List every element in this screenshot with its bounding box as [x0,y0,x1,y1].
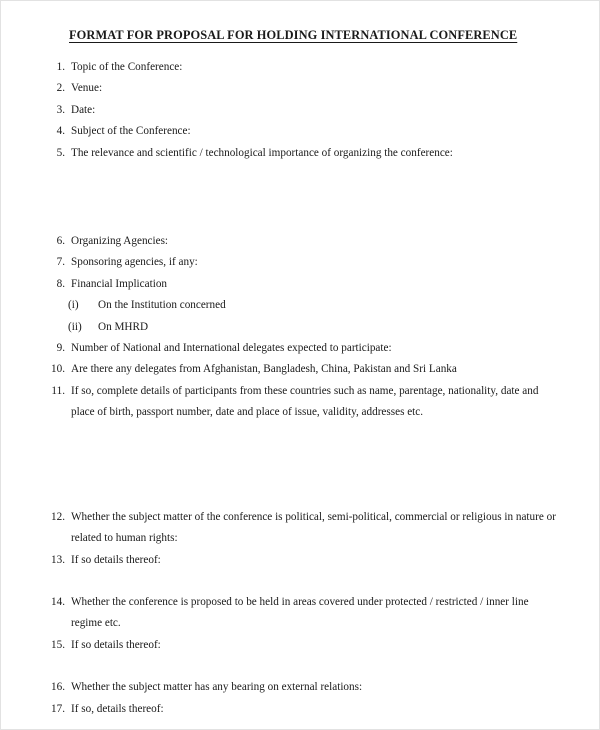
list-item-number: 14. [51,595,65,608]
list-item-text: If so, details thereof: [71,702,164,715]
list-item [1,507,600,550]
list-item [1,274,600,295]
list-item-number: 9. [56,342,65,355]
sub-list-item [1,317,600,338]
list-item-number: 11. [51,384,65,397]
list-item [1,635,600,656]
list-item-number: 10. [51,363,65,376]
section-gap [1,571,600,592]
list-item-text: If so details thereof: [71,553,161,566]
list-item [1,381,600,424]
list-item-text: Date: [71,103,96,116]
list-item-text: Subject of the Conference: [71,125,191,138]
sub-list-item-number: (i) [68,299,79,312]
list-item-text: Topic of the Conference: [71,61,183,73]
section-gap [1,164,600,231]
sub-list-item-text: On MHRD [98,320,149,333]
list-item-text: Whether the conference is proposed to be held in areas covered under protected / restricted / inner line regime etc. [71,595,529,630]
list-item [1,121,600,142]
list-item-text: If so details thereof: [71,638,161,651]
list-item-number: 12. [51,510,65,523]
list-item [1,677,600,698]
section-gap [1,424,600,507]
list-item-text: The relevance and scientific / technological importance of organizing the conference: [71,146,453,159]
list-item-text: Number of National and International delegates expected to participate: [71,342,392,355]
sub-list-item-text: On the Institution concerned [98,299,226,312]
list-item [1,338,600,359]
list-item-text: Venue: [71,82,103,95]
proposal-item-list [1,57,600,720]
page-title: FORMAT FOR PROPOSAL FOR HOLDING INTERNATIONAL CONFERENCE [69,28,518,42]
list-item-number: 8. [56,277,65,290]
list-item [1,57,600,78]
list-item [1,100,600,121]
list-item-number: 15. [51,638,65,651]
list-item-text: Are there any delegates from Afghanistan, Bangladesh, China, Pakistan and Sri Lanka [71,363,457,376]
list-item [1,359,600,380]
list-item [1,252,600,273]
list-item-number: 16. [51,681,65,694]
list-item-number: 3. [56,103,65,116]
list-item-number: 4. [56,125,65,138]
list-item [1,78,600,99]
list-item [1,231,600,252]
list-item-text: Whether the subject matter has any bearing on external relations: [71,681,363,694]
list-item-number: 5. [56,146,65,159]
list-item-number: 7. [56,256,65,269]
list-item [1,699,600,720]
list-item [1,143,600,164]
list-item-number: 13. [51,553,65,566]
list-item-text: Financial Implication [71,277,168,290]
sub-list-item-number: (ii) [68,320,82,333]
list-item [1,550,600,571]
list-item [1,592,600,635]
list-item-number: 17. [51,702,65,715]
list-item-number: 1. [56,61,65,73]
section-gap [1,656,600,677]
list-item-number: 2. [56,82,65,95]
list-item-text: Whether the subject matter of the conference is political, semi-political, commercial or religious in nature or related to human rights: [71,510,556,545]
list-item-number: 6. [56,235,65,248]
sub-list-item [1,295,600,316]
list-item-text: Sponsoring agencies, if any: [71,256,198,269]
list-item-text: Organizing Agencies: [71,235,169,248]
list-item-text: If so, complete details of participants from these countries such as name, parentage, nationality, date and place of birth, passport number, date and place of issue, validity, addresses etc. [71,384,539,419]
